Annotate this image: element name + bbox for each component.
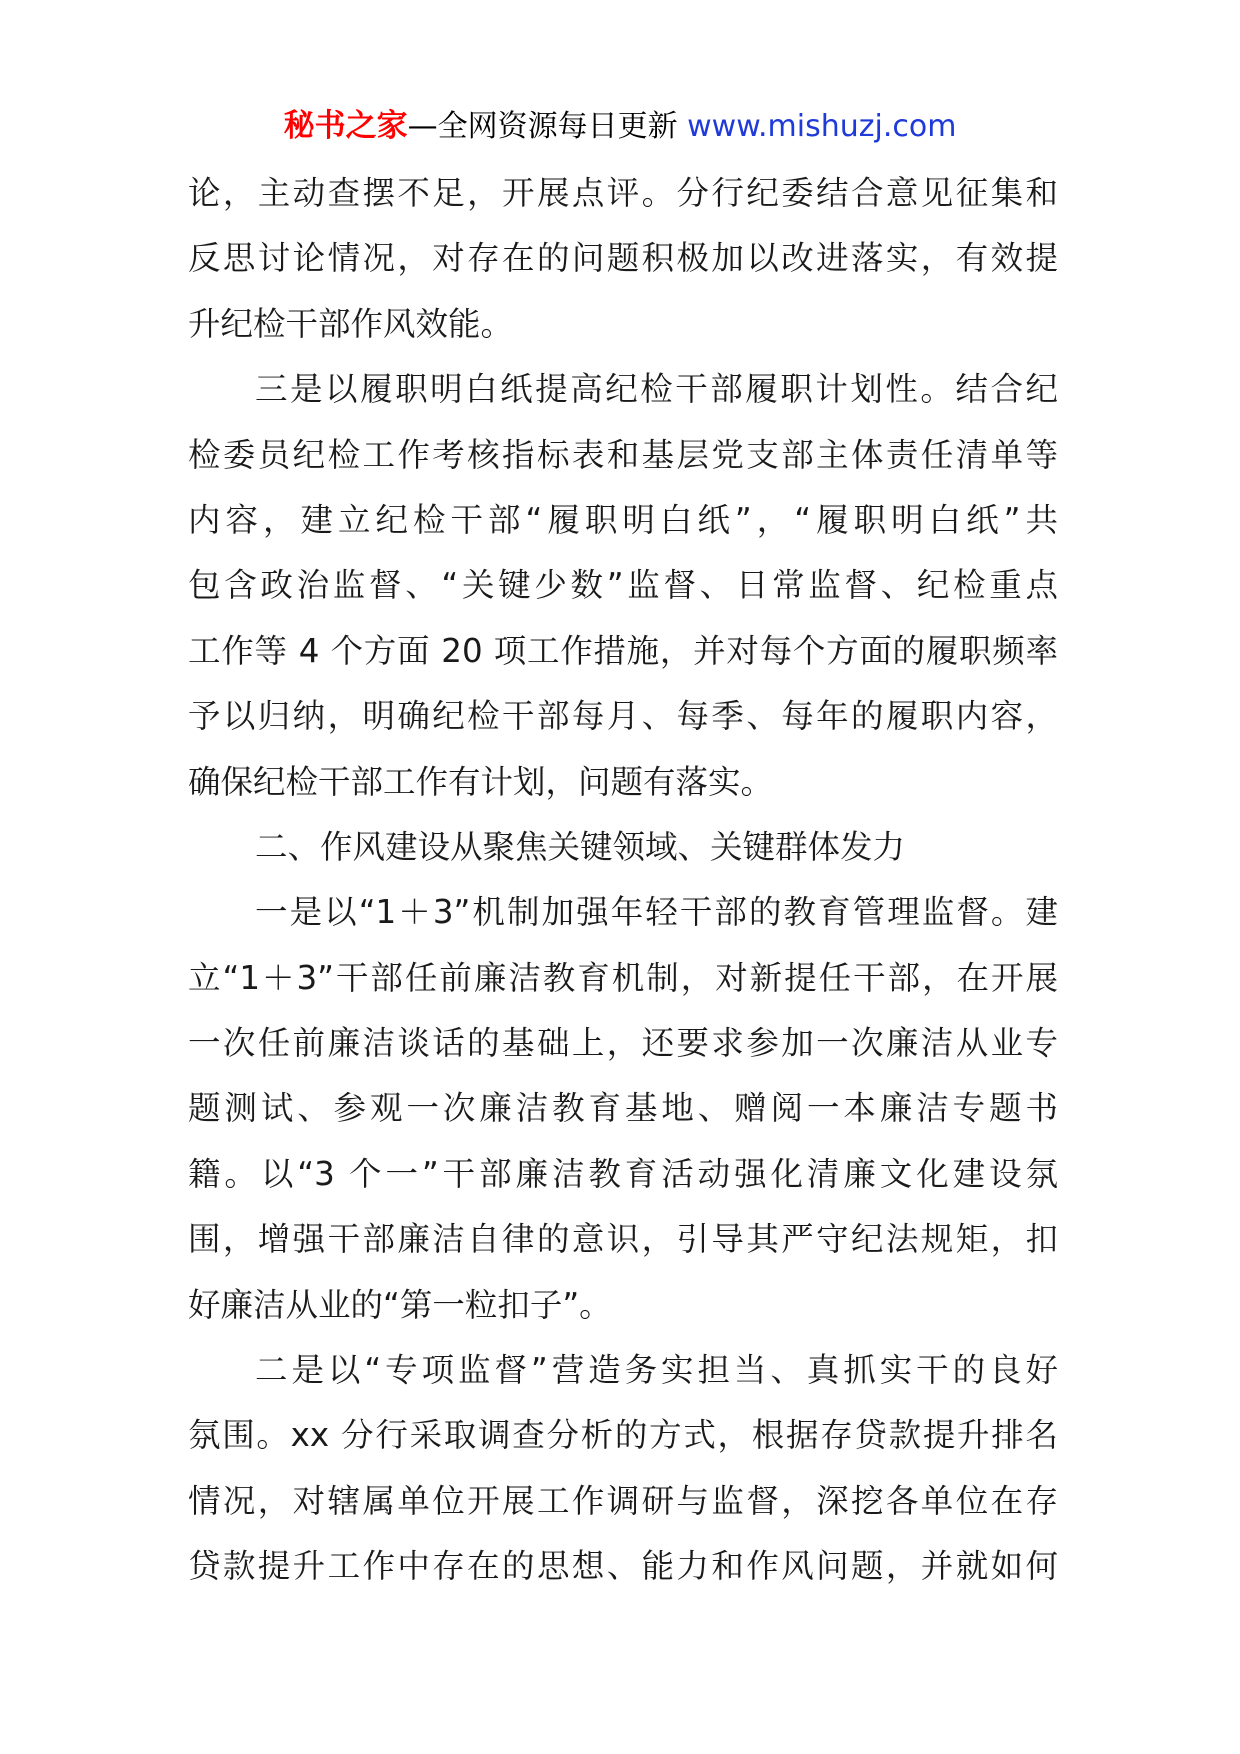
paragraph-start-line: 三是以履职明白纸提高纪检干部履职计划性。结合纪 [255, 370, 1058, 409]
text-line: 贷款提升工作中存在的思想、能力和作风问题，并就如何 [188, 1547, 1058, 1586]
text-line: 包含政治监督、“关键少数”监督、日常监督、纪检重点 [188, 566, 1058, 605]
paragraph-start-line: 一是以“1＋3”机制加强年轻干部的教育管理监督。建 [255, 893, 1058, 932]
site-url-link[interactable]: www.mishuzj.com [687, 109, 957, 144]
text-line: 一次任前廉洁谈话的基础上，还要求参加一次廉洁从业专 [188, 1024, 1058, 1063]
text-line: 论，主动查摆不足，开展点评。分行纪委结合意见征集和 [188, 174, 1058, 212]
text-line: 予以归纳，明确纪检干部每月、每季、每年的履职内容， [188, 697, 1058, 736]
site-header [0, 104, 1240, 149]
site-tagline: —全网资源每日更新 [407, 109, 688, 144]
text-line: 立“1＋3”干部任前廉洁教育机制，对新提任干部，在开展 [188, 958, 1058, 997]
text-line: 工作等 4 个方面 20 项工作措施，并对每个方面的履职频率 [188, 631, 1058, 670]
paragraph-start-line: 二是以“专项监督”营造务实担当、真抓实干的良好 [255, 1351, 1058, 1390]
text-line: 好廉洁从业的“第一粒扣子”。 [188, 1285, 612, 1324]
text-line: 籍。以“3 个一”干部廉洁教育活动强化清廉文化建设氛 [188, 1154, 1058, 1193]
section-heading: 二、作风建设从聚焦关键领域、关键群体发力 [255, 827, 906, 866]
text-line: 确保纪检干部工作有计划，问题有落实。 [188, 762, 774, 801]
text-line: 情况，对辖属单位开展工作调研与监督，深挖各单位在存 [188, 1481, 1058, 1520]
text-line: 氛围。xx 分行采取调查分析的方式，根据存贷款提升排名 [188, 1416, 1058, 1455]
text-line: 反思讨论情况，对存在的问题积极加以改进落实，有效提 [188, 239, 1058, 278]
text-line: 检委员纪检工作考核指标表和基层党支部主体责任清单等 [188, 435, 1058, 474]
document-body [188, 161, 1058, 1600]
text-line: 内容，建立纪检干部“履职明白纸”，“履职明白纸”共 [188, 500, 1058, 539]
text-line: 升纪检干部作风效能。 [188, 304, 514, 343]
text-line: 题测试、参观一次廉洁教育基地、赠阅一本廉洁专题书 [188, 1089, 1058, 1128]
text-line: 围，增强干部廉洁自律的意识，引导其严守纪法规矩，扣 [188, 1220, 1058, 1259]
site-brand: 秘书之家 [283, 108, 408, 144]
